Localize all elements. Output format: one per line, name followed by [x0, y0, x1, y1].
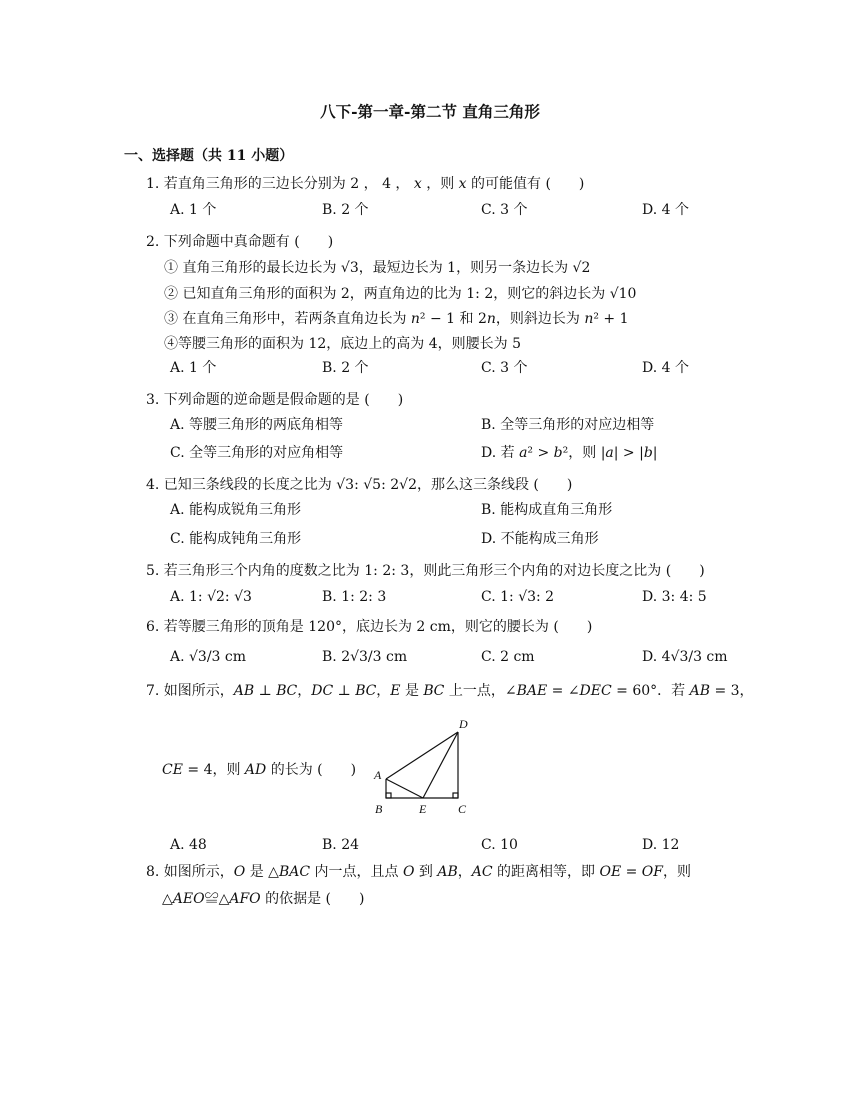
- q7-option-b: B. 24: [322, 837, 360, 853]
- q5-option-a: A. 1: √2: √3: [170, 589, 252, 605]
- q4-option-b: B. 能构成直角三角形: [481, 502, 613, 518]
- q1-option-d: D. 4 个: [642, 202, 689, 218]
- q3-option-b: B. 全等三角形的对应边相等: [481, 417, 655, 433]
- q7-option-a: A. 48: [170, 837, 207, 853]
- q1-option-c: C. 3 个: [481, 202, 528, 218]
- q7-geometry-figure: [368, 716, 478, 820]
- q3-option-c: C. 全等三角形的对应角相等: [170, 445, 344, 461]
- q6-option-d: D. 4√3/3 cm: [642, 649, 728, 665]
- q5-option-b: B. 1: 2: 3: [322, 589, 387, 605]
- q2-option-a: A. 1 个: [170, 360, 217, 376]
- page-title: 八下-第一章-第二节 直角三角形: [320, 102, 540, 121]
- question-7-stem: 7. 如图所示，𝐴𝐵 ⊥ 𝐵𝐶，𝐷𝐶 ⊥ 𝐵𝐶，𝐸 是 𝐵𝐶 上一点，∠𝐵𝐴𝐸 = ∠𝐷𝐸𝐶 = 60°．若 𝐴𝐵 = 3，: [146, 683, 754, 699]
- q2-option-b: B. 2 个: [322, 360, 369, 376]
- q7-option-c: C. 10: [481, 837, 518, 853]
- question-8-stem-continued: △𝐴𝐸𝑂≌△𝐴𝐹𝑂 的依据是 ( ): [162, 891, 365, 907]
- q6-option-b: B. 2√3/3 cm: [322, 649, 408, 665]
- label-e: E: [419, 802, 427, 816]
- label-a: A: [374, 768, 382, 782]
- q3-option-d: D. 若 𝑎² > 𝑏²，则 |𝑎| > |𝑏|: [481, 445, 658, 461]
- label-d: D: [459, 717, 468, 731]
- q6-option-a: A. √3/3 cm: [170, 649, 247, 665]
- q5-option-d: D. 3: 4: 5: [642, 589, 707, 605]
- right-angle-mark-c: [453, 793, 458, 798]
- q2-statement-4: ④等腰三角形的面积为 12，底边上的高为 4，则腰长为 5: [164, 336, 521, 352]
- q4-option-d: D. 不能构成三角形: [481, 531, 599, 547]
- label-b: B: [375, 802, 383, 816]
- q2-option-d: D. 4 个: [642, 360, 689, 376]
- question-1-stem: 1. 若直角三角形的三边长分别为 2 ， 4 ， 𝑥 ，则 𝑥 的可能值有 ( ): [146, 176, 585, 192]
- q7-option-d: D. 12: [642, 837, 680, 853]
- q2-statement-2: ② 已知直角三角形的面积为 2，两直角边的比为 1: 2，则它的斜边长为 √10: [164, 286, 637, 302]
- question-6-stem: 6. 若等腰三角形的顶角是 120°，底边长为 2 cm，则它的腰长为 ( ): [146, 619, 593, 635]
- q3-option-a: A. 等腰三角形的两底角相等: [170, 417, 344, 433]
- q6-option-c: C. 2 cm: [481, 649, 535, 665]
- q1-option-b: B. 2 个: [322, 202, 369, 218]
- right-angle-mark-b: [386, 793, 391, 798]
- segment-de: [423, 732, 458, 798]
- question-2-stem: 2. 下列命题中真命题有 ( ): [146, 234, 334, 250]
- question-7-stem-continued: 𝐶𝐸 = 4，则 𝐴𝐷 的长为 ( ): [162, 762, 357, 778]
- question-4-stem: 4. 已知三条线段的长度之比为 √3: √5: 2√2，那么这三条线段 ( ): [146, 477, 573, 493]
- question-3-stem: 3. 下列命题的逆命题是假命题的是 ( ): [146, 392, 404, 408]
- question-5-stem: 5. 若三角形三个内角的度数之比为 1: 2: 3，则此三角形三个内角的对边长度之比为 ( ): [146, 563, 705, 579]
- q2-statement-1: ① 直角三角形的最长边长为 √3，最短边长为 1，则另一条边长为 √2: [164, 260, 591, 276]
- section-heading: 一、选择题（共 11 小题）: [124, 148, 294, 164]
- q4-option-c: C. 能构成钝角三角形: [170, 531, 302, 547]
- q1-option-a: A. 1 个: [170, 202, 217, 218]
- q2-option-c: C. 3 个: [481, 360, 528, 376]
- label-c: C: [458, 802, 467, 816]
- segment-ad: [386, 732, 458, 779]
- q4-option-a: A. 能构成锐角三角形: [170, 502, 302, 518]
- question-8-stem: 8. 如图所示，𝑂 是 △𝐵𝐴𝐶 内一点，且点 𝑂 到 𝐴𝐵，𝐴𝐶 的距离相等，即 𝑂𝐸 = 𝑂𝐹，则: [146, 864, 691, 880]
- q5-option-c: C. 1: √3: 2: [481, 589, 555, 605]
- q2-statement-3: ③ 在直角三角形中，若两条直角边长为 𝑛² − 1 和 2𝑛，则斜边长为 𝑛² + 1: [164, 311, 629, 327]
